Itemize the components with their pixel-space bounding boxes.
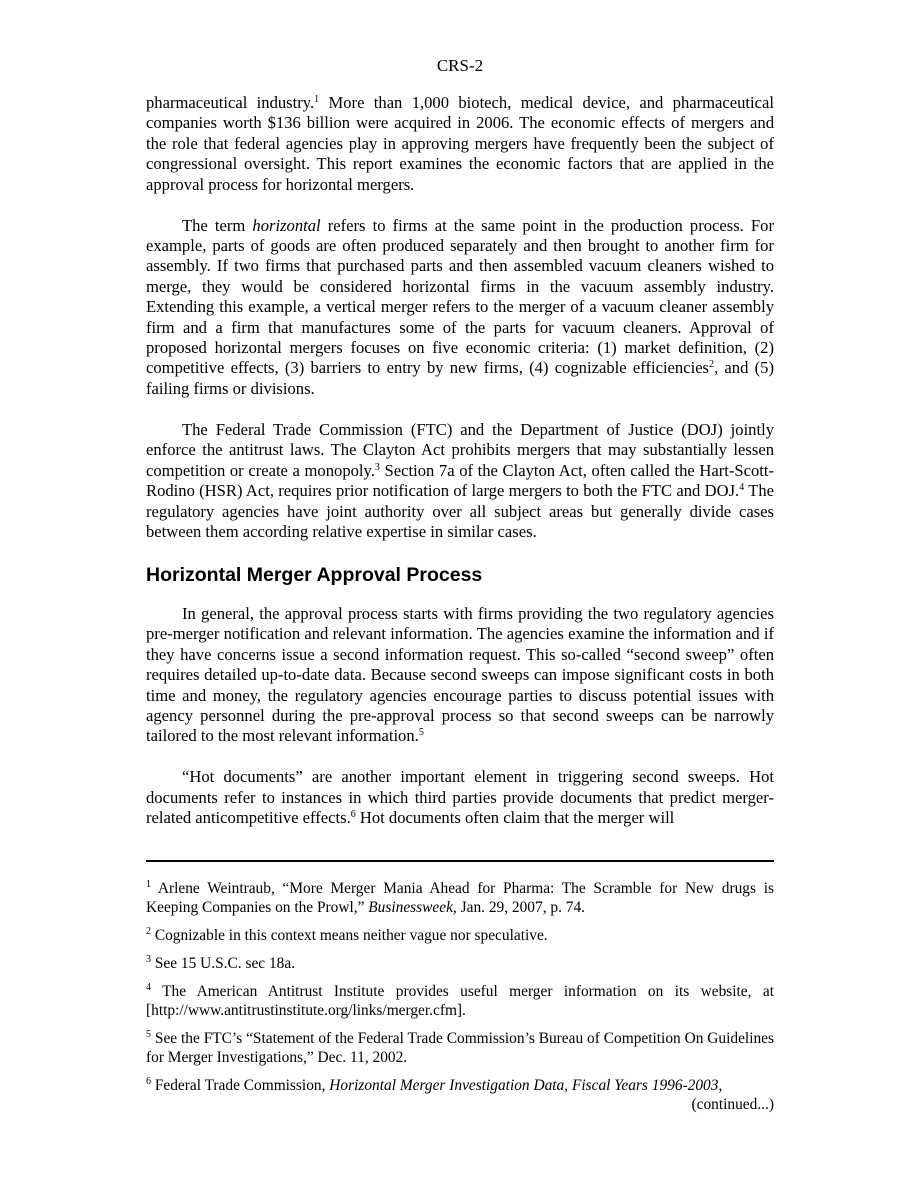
footnote-6-title: Horizontal Merger Investigation Data, Fiscal Years 1996-2003 <box>329 1077 719 1094</box>
footnote-ref-3: 3 <box>374 461 380 473</box>
footnote-1-publication: Businessweek <box>368 899 453 916</box>
footnote-2-number: 2 <box>146 926 151 937</box>
footnote-5-number: 5 <box>146 1029 151 1040</box>
footnote-ref-6: 6 <box>350 809 356 821</box>
paragraph-2-end: , and (5) failing firms or divisions. <box>146 358 774 398</box>
page-number: CRS-2 <box>436 56 484 75</box>
footnote-ref-1: 1 <box>314 94 320 105</box>
footnote-3-text: See 15 U.S.C. sec 18a. <box>151 955 296 972</box>
footnote-5 <box>146 1029 774 1067</box>
footnote-5-text: See the FTC’s “Statement of the Federal Trade Commission’s Bureau of Competition On Guidelines for Merger Investigations,” Dec. 11, 2002. <box>146 1030 774 1066</box>
paragraph-3-body: Section 7a of the Clayton Act, often called the Hart-Scott-Rodino (HSR) Act, requires prior notification of large mergers to both the FTC and DOJ. <box>146 460 774 501</box>
paragraph-1-rest: More than 1,000 biotech, medical device, and pharmaceutical companies worth $136 billion were acquired in 2006. The economic effects of mergers and the role that federal agencies play in approving mergers have frequently been the subject of congressional oversight. This report examines the economic factors that are applied in the approval process for horizontal mergers. <box>146 93 774 194</box>
paragraph-1-text: pharmaceutical industry. <box>146 93 315 112</box>
footnote-2-text: Cognizable in this context means neither vague nor speculative. <box>151 927 548 944</box>
paragraph-1 <box>146 93 774 195</box>
footnote-4-number: 4 <box>146 982 151 993</box>
footnote-6-comma: , <box>718 1077 723 1094</box>
footnote-6-number: 6 <box>146 1076 151 1087</box>
continued-marker: (continued...) <box>691 1096 774 1113</box>
paragraph-5-text: “Hot documents” are another important element in triggering second sweeps. Hot documents refer to instances in which third parties provide documents that predict merger-related anticompetitive effects. <box>146 767 774 828</box>
footnote-2 <box>146 926 774 945</box>
footnote-1-date: , Jan. 29, 2007, p. 74. <box>452 899 586 916</box>
paragraph-2-body: refers to firms at the same point in the production process. For example, parts of goods are often produced separately and then brought to another firm for assembly. If two firms that purchased parts and then assembled vacuum cleaners wished to merge, they would be considered horizontal firms in the vacuum assembly industry. Extending this example, a vertical merger refers to the merger of a vacuum cleaner assembly firm and a firm that manufactures some of the parts for vacuum cleaners. Approval of proposed horizontal mergers focuses on five economic criteria: (1) market definition, (2) competitive effects, (3) barriers to entry by new firms, (4) cognizable efficiencies <box>146 215 774 378</box>
footnote-ref-5: 5 <box>418 727 424 739</box>
paragraph-2 <box>146 216 774 400</box>
paragraph-5 <box>146 767 774 828</box>
paragraph-3-text: The Federal Trade Commission (FTC) and the Department of Justice (DOJ) jointly enforce the antitrust laws. The Clayton Act prohibits mergers that may substantially lessen competition or create a monopoly. <box>146 419 774 480</box>
section-heading: Horizontal Merger Approval Process <box>146 563 483 586</box>
paragraph-4 <box>146 604 774 747</box>
body-text <box>146 93 774 829</box>
term-horizontal: horizontal <box>252 215 321 235</box>
footnotes <box>146 879 774 1123</box>
paragraph-2-text: The term <box>182 215 253 235</box>
footnote-6-text: Federal Trade Commission, <box>151 1077 330 1094</box>
footnote-ref-2: 2 <box>709 359 715 371</box>
footnote-3 <box>146 954 774 973</box>
footnote-1 <box>146 879 774 917</box>
footnote-6 <box>146 1076 774 1114</box>
footnote-1-text: Arlene Weintraub, “More Merger Mania Ahead for Pharma: The Scramble for New drugs is Keeping Companies on the Prowl,” <box>146 880 774 916</box>
paragraph-4-text: In general, the approval process starts with firms providing the two regulatory agencies pre-merger notification and relevant information. The agencies examine the information and if they have concerns issue a second information request. This so-called “second sweep” often requires detailed up-to-date data. Because second sweeps can impose significant costs in both time and money, the regulatory agencies encourage parties to discuss potential issues with agency personnel during the pre-approval process so that second sweeps can be narrowly tailored to the most relevant information. <box>146 603 774 746</box>
paragraph-3-end: The regulatory agencies have joint authority over all subject areas but generally divide cases between them according relative expertise in similar cases. <box>146 481 774 541</box>
footnote-4 <box>146 982 774 1020</box>
footnote-3-number: 3 <box>146 954 151 965</box>
footnote-1-number: 1 <box>146 879 151 890</box>
footnote-divider <box>146 860 774 862</box>
footnote-ref-4: 4 <box>739 482 745 494</box>
paragraph-5-end: Hot documents often claim that the merger will <box>355 808 675 828</box>
footnote-4-text: The American Antitrust Institute provides useful merger information on its website, at [http://www.antitrustinstitute.org/links/merger.cfm]. <box>146 983 774 1019</box>
paragraph-3 <box>146 420 774 542</box>
